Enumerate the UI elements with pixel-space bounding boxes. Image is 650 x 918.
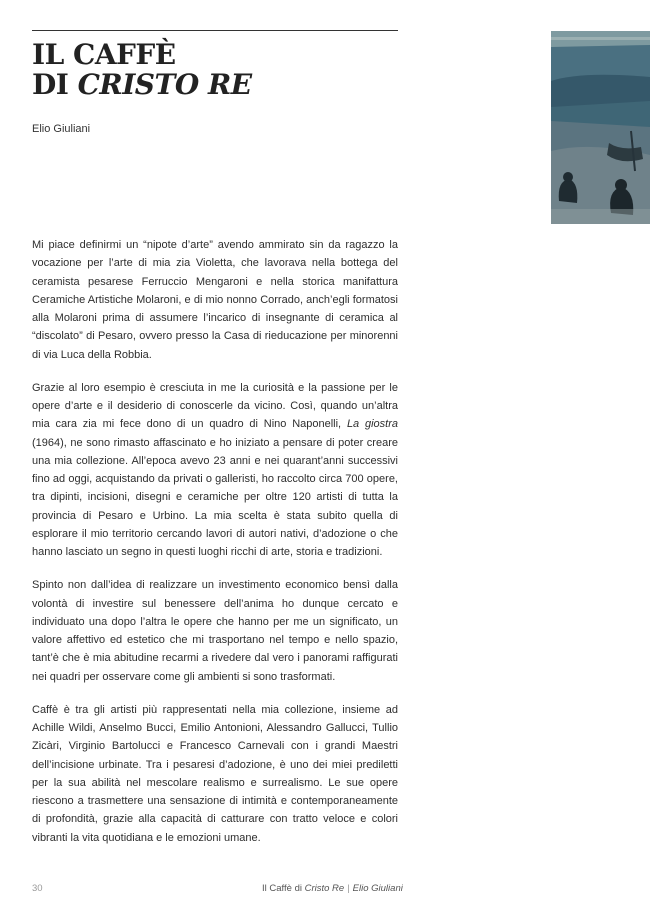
paragraph: Mi piace definirmi un “nipote d’arte” avendo ammirato sin da ragazzo la vocazione per l’arte di mia zia Violetta, che lavorava nella bottega del ceramista pesarese Ferruccio Mengaroni e nella storica manifattura Ceramiche Artistiche Molaroni, e di mio nonno Corrado, anch’egli formatosi alla Molaroni prima di assumere l’incarico di insegnante di ceramica al “discolato” di Pesaro, ovvero presso la Casa di rieducazione per minorenni di via Luca della Robbia.: [32, 239, 398, 361]
title-line-2: DI CRISTO RE: [32, 68, 252, 101]
footer-separator: |: [347, 883, 350, 894]
title-italic: CRISTO RE: [77, 68, 252, 101]
painting-image: [551, 31, 650, 224]
footer-author: Elio Giuliani: [352, 883, 403, 894]
top-rule: [32, 30, 398, 31]
paragraph: Caffè è tra gli artisti più rappresentati nella mia collezione, insieme ad Achille Wildi, Anselmo Bucci, Emilio Antonioni, Alessandro Gallucci, Tullio Zicàri, Virginio Bartolucci e Francesco Carnevali con i grandi Maestri dell’incisione urbinate. Tra i pesaresi d’adozione, è uno dei miei prediletti per la sua abilità nel mescolare realismo e surrealismo. Le sue opere riescono a trasmettere una sensazione di intimità e contemporaneamente di profondità, grazie alla capacità di catturare con tratto veloce e colori vibranti la vita quotidiana e le emozioni umane.: [32, 703, 398, 844]
body-text: [32, 236, 398, 862]
paragraph: Grazie al loro esempio è cresciuta in me la curiosità e la passione per le opere d’arte e il desiderio di conoscerle da vicino. Così, quando un’altra mia cara zia mi fece dono di un quadro di Nino Naponelli, La giostra (1964), ne sono rimasto affascinato e ho iniziato a pensare di poter creare una mia collezione. All’epoca avevo 23 anni e nei quarant’anni successivi fino ad oggi, acquistando da privati o galleristi, ho raccolto circa 700 opere, tra dipinti, incisioni, disegni e ceramiche per oltre 120 artisti di tutta la provincia di Pesaro e Urbino. La mia scelta è stata subito quella di esplorare il mio territorio cercando lavori di autori nativi, d’adozione o che hanno lasciato un segno in questi luoghi ricchi di arte, storia e tradizioni.: [32, 381, 398, 558]
paragraph: Spinto non dall’idea di realizzare un investimento economico bensì dalla volontà di investire sul benessere dell’anima ho dunque cercato e individuato una dopo l’altra le opere che hanno per me un significato, un valore affettivo ed estetico che mi trasportano nel tempo e nello spazio, tant’è che è mia abitudine recarmi a rivedere dal vero i panorami raffigurati nei quadri per osservare come gli ambienti si sono trasformati.: [32, 579, 398, 683]
page-number: 30: [32, 883, 43, 894]
page-title: [32, 40, 252, 100]
title-line-1: IL CAFFÈ: [32, 38, 176, 71]
artwork-title: La giostra: [346, 418, 398, 431]
author-name: Elio Giuliani: [32, 123, 91, 135]
running-footer: Il Caffè di Cristo Re | Elio Giuliani: [262, 883, 403, 894]
painting-illustration: [551, 31, 650, 224]
